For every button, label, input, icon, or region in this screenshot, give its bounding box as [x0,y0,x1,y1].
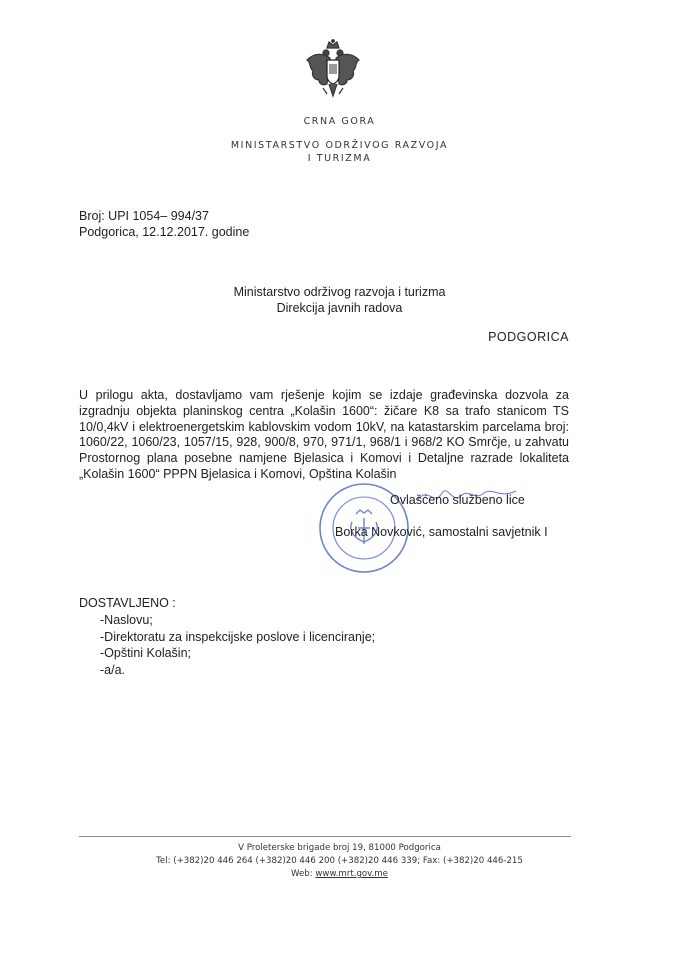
signatory-title: Ovlašćeno službeno lice [390,493,525,507]
signatory-name: Borka Novković, samostalni savjetnik I [335,525,548,539]
country-name: CRNA GORA [303,116,376,127]
footer-divider [79,836,571,837]
reference-number: Broj: UPI 1054– 994/37 [79,209,209,223]
footer-phones: Tel: (+382)20 446 264 (+382)20 446 200 (+382)20 446 339; Fax: (+382)20 446-215 [156,856,523,866]
distribution-item: -Naslovu; [100,613,153,627]
footer-web-label: Web: [291,869,316,879]
distribution-item: -Direktoratu za inspekcijske poslove i licenciranje; [100,629,376,644]
ministry-name-line2: I TURIZMA [307,153,372,164]
addressee-city: PODGORICA [488,330,569,344]
ministry-name-line1: MINISTARSTVO ODRŽIVOG RAZVOJA [230,140,449,151]
place-date: Podgorica, 12.12.2017. godine [79,225,250,239]
distribution-item: -a/a. [100,662,126,677]
coat-of-arms-emblem [301,38,365,102]
footer-web [0,869,679,880]
footer-address: V Proleterske brigade broj 19, 81000 Podgorica [238,843,441,853]
distribution-list [100,612,375,678]
addressee-line1: Ministarstvo održivog razvoja i turizma [233,285,446,299]
distribution-title: DOSTAVLJENO : [79,596,176,610]
distribution-item: -Opštini Kolašin; [100,646,192,660]
footer-web-link[interactable]: www.mrt.gov.me [315,869,388,879]
letter-body: U prilogu akta, dostavljamo vam rješenje kojim se izdaje građevinska dozvola za izgradnju objekta planinskog centra „Kolašin 1600“: žičare K8 sa trafo stanicom TS 10/0,4kV i elektroenergetskim kablovskim vodom 10kV, na katastarskim parcelama broj: 1060/22, 1060/23, 1057/15, 928, 900/8, 970, 971/1, 968/1 i 968/2 KO Smrčje, u zahvatu Prostornog plana posebne namjene Bjelasica i Komovi i Detaljne razrade lokaliteta „Kolašin 1600“ PPPN Bjelasica i Komovi, Opština Kolašin [79,388,569,481]
addressee-line2: Direkcija javnih radova [276,301,403,315]
